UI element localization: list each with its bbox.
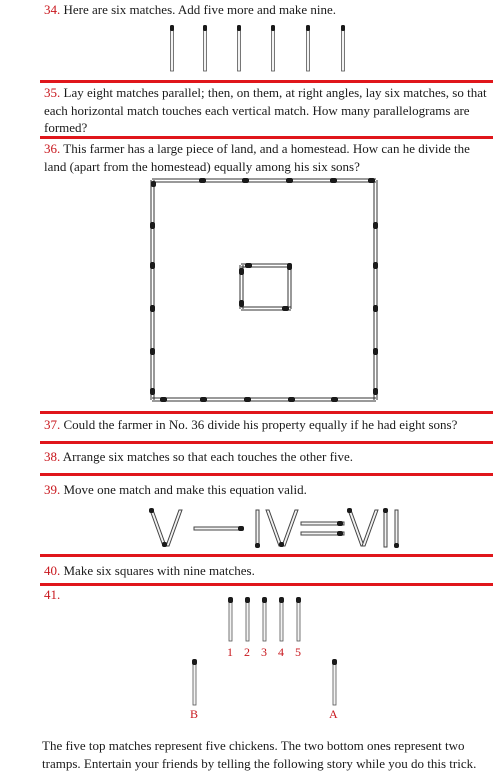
tramp-labels	[0, 707, 500, 723]
puzzle-number: 34.	[44, 2, 61, 17]
label-3: 3	[261, 645, 267, 659]
puzzle-number: 38.	[44, 449, 61, 464]
puzzle-number: 37.	[44, 417, 61, 432]
puzzle-text: Here are six matches. Add five more and make nine.	[63, 2, 337, 17]
puzzle-number: 39.	[44, 482, 61, 497]
label-2: 2	[244, 645, 250, 659]
puzzle-number: 40.	[44, 563, 61, 578]
puzzle-text: Move one match and make this equation valid.	[63, 482, 307, 497]
puzzle-text: Make six squares with nine matches.	[63, 563, 255, 578]
match-tramp	[193, 661, 196, 705]
label-b: B	[190, 707, 199, 721]
match-tramp	[333, 661, 336, 705]
puzzle-text: Could the farmer in No. 36 divide his property equally if he had eight sons?	[63, 417, 458, 432]
match-chicken	[229, 599, 232, 641]
label-1: 1	[227, 645, 233, 659]
puzzle-number: 36.	[44, 141, 61, 156]
chicken-labels	[0, 645, 500, 661]
puzzle-number: 41.	[44, 587, 61, 602]
puzzle-number: 35.	[44, 85, 61, 100]
match-chicken	[246, 599, 249, 641]
puzzle-text: Arrange six matches so that each touches the other five.	[62, 449, 354, 464]
puzzle-text: This farmer has a large piece of land, and a homestead. How can he divide the land (apart from the homestead) equally among his six sons?	[44, 141, 470, 174]
label-a: A	[329, 707, 338, 721]
match-chicken	[297, 599, 300, 641]
match-chicken	[263, 599, 266, 641]
label-5: 5	[295, 645, 301, 659]
label-4: 4	[278, 645, 284, 659]
closing-paragraph: The five top matches represent five chickens. The two bottom ones represent two tramps. Entertain your friends by telling the following story while you do this trick.	[42, 738, 477, 771]
puzzle-text: Lay eight matches parallel; then, on them, at right angles, lay six matches, so that each horizontal match touches each vertical match. How many parallelograms are formed?	[44, 85, 487, 135]
match-chicken	[280, 599, 283, 641]
